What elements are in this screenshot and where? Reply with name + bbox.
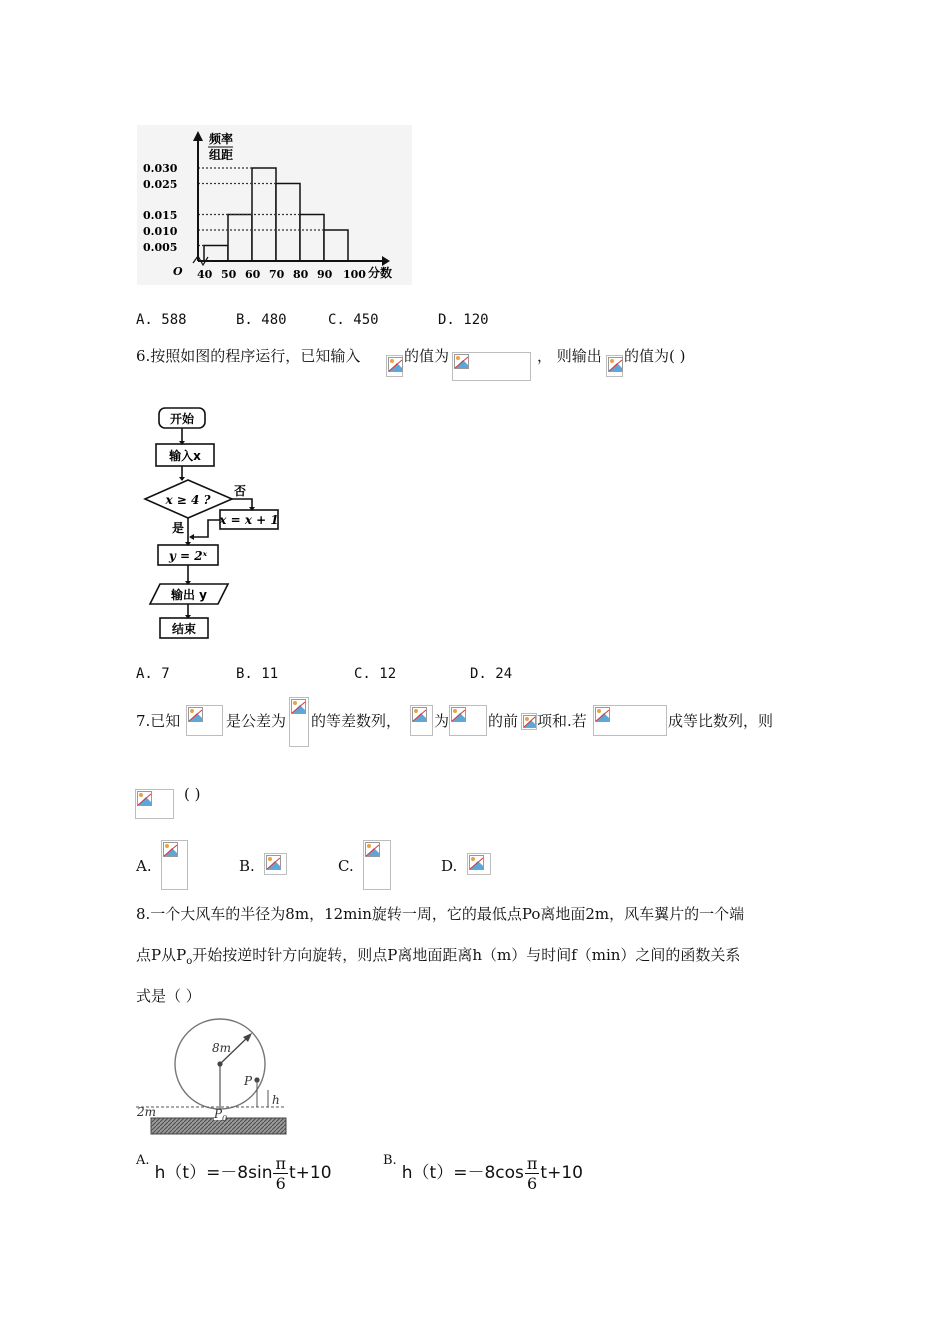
q6-option-c[interactable]: C. 12	[354, 666, 397, 682]
q6-text-1: 6.按照如图的程序运行，已知输入	[136, 347, 361, 365]
start-label: 开始	[169, 412, 195, 426]
histogram-bar	[300, 215, 324, 262]
q8-line-2-sub: o	[186, 956, 193, 967]
q7-text-7: 成等比数列，则	[668, 712, 774, 730]
q8-line-2a: 点P从P	[136, 946, 187, 964]
xtick-label: 60	[245, 268, 261, 281]
missing-image-icon	[161, 840, 188, 890]
q8-option-b-fraction	[525, 1154, 540, 1193]
condition-label: x ≥ 4 ?	[165, 493, 211, 507]
xtick-label: 40	[197, 268, 213, 281]
q8-option-a-expr: h（t）=－8sin	[154, 1163, 273, 1183]
q8-option-b-label: B.	[383, 1153, 397, 1168]
radius-label: 8m	[212, 1041, 232, 1055]
q8-option-b[interactable]	[383, 1154, 583, 1200]
q6-option-b[interactable]: B. 11	[236, 666, 279, 682]
missing-image-icon	[386, 355, 403, 377]
q8-option-b-tail: t+10	[540, 1163, 583, 1183]
missing-image-icon	[289, 697, 309, 747]
q7-option-d[interactable]: D.	[441, 857, 458, 875]
end-label: 结束	[171, 622, 197, 636]
q8-option-b-expr: h（t）=－8cos	[401, 1163, 524, 1183]
yes-label: 是	[171, 521, 185, 535]
xtick-label: 50	[221, 268, 237, 281]
q6-option-d[interactable]: D. 24	[470, 666, 513, 682]
ytick-label: 0.030	[143, 162, 178, 175]
q7-option-c[interactable]: C.	[338, 857, 354, 875]
origin-label: O	[173, 265, 183, 278]
q6-option-a[interactable]: A. 7	[136, 666, 170, 682]
flowchart-svg	[140, 402, 300, 642]
histogram-bar	[324, 230, 348, 261]
missing-image-icon	[606, 355, 623, 377]
point-p0-sub: 0	[222, 1114, 228, 1123]
q5-option-b[interactable]: B. 480	[236, 312, 287, 328]
q8-line-1: 8.一个大风车的半径为8m，12min旋转一周，它的最低点Po离地面2m，风车翼片的一个端	[136, 905, 745, 923]
q5-option-a[interactable]: A. 588	[136, 312, 187, 328]
q8-line-3: 式是（ ）	[136, 987, 201, 1005]
q8-option-a-tail: t+10	[289, 1163, 332, 1183]
q7-text-6: 项和.若	[537, 712, 587, 730]
h-label: h	[272, 1093, 280, 1107]
histogram-bar	[228, 215, 252, 262]
q7-text-1: 7.已知	[136, 712, 181, 730]
missing-image-icon	[452, 352, 531, 381]
missing-image-icon	[467, 853, 491, 875]
missing-image-icon	[363, 840, 391, 890]
x-axis-arrow	[382, 256, 390, 266]
missing-image-icon	[410, 705, 433, 736]
q5-option-d[interactable]: D. 120	[438, 312, 489, 328]
windmill-figure	[136, 1018, 292, 1138]
assign-label: x = x + 1	[219, 513, 279, 527]
ytick-label: 0.010	[143, 225, 178, 238]
histogram-bar	[276, 184, 300, 262]
q7-paren: ( )	[184, 785, 201, 803]
q8-option-b-den: 6	[527, 1174, 538, 1193]
q7-text-4: 为	[434, 712, 450, 730]
xtick-label: 90	[317, 268, 333, 281]
q7-text-2: 是公差为	[226, 712, 287, 730]
y-axis-arrow	[193, 131, 203, 141]
windmill-svg	[136, 1018, 292, 1138]
histogram-svg	[137, 125, 412, 285]
ytick-label: 0.025	[143, 178, 178, 191]
q8-option-a-label: A.	[136, 1153, 150, 1168]
ylabel-bottom: 组距	[209, 148, 234, 162]
missing-image-icon	[186, 705, 223, 736]
q7-option-a[interactable]: A.	[136, 857, 152, 875]
q7-text-5: 的前	[488, 712, 519, 730]
frequency-histogram	[137, 125, 412, 285]
q8-option-a-fraction	[273, 1154, 288, 1193]
ylabel-top: 频率	[209, 132, 234, 146]
xtick-label: 70	[269, 268, 285, 281]
missing-image-icon	[593, 705, 667, 736]
q6-text-4: 的值为( )	[624, 347, 686, 365]
q7-option-b[interactable]: B.	[239, 857, 255, 875]
q8-option-a-den: 6	[275, 1174, 286, 1193]
ytick-label: 0.015	[143, 209, 178, 222]
input-label: 输入x	[169, 449, 201, 463]
xtick-label: 80	[293, 268, 309, 281]
q6-text-2: 的值为	[404, 347, 450, 365]
compute-label: y = 2ˣ	[168, 549, 208, 563]
output-label: 输出 y	[170, 588, 208, 602]
point-p0-label: P	[214, 1107, 223, 1121]
missing-image-icon	[135, 789, 174, 819]
ytick-label: 0.005	[143, 241, 178, 254]
ground-height-label: 2m	[137, 1105, 157, 1119]
q5-option-c[interactable]: C. 450	[328, 312, 379, 328]
q8-option-a[interactable]	[136, 1154, 332, 1200]
missing-image-icon	[449, 705, 487, 736]
flowchart	[140, 402, 300, 642]
x-unit-label: 分数	[368, 266, 393, 280]
missing-image-icon	[521, 713, 537, 730]
q7-text-3: 的等差数列，	[311, 712, 402, 730]
point-p-label: P	[244, 1074, 253, 1088]
q8-option-a-num: π	[275, 1154, 286, 1173]
q6-text-3: ， 则输出	[537, 347, 602, 365]
q8-line-2	[136, 945, 740, 972]
xtick-label: 100	[343, 268, 366, 281]
no-label: 否	[233, 484, 247, 498]
q8-option-b-num: π	[526, 1154, 538, 1173]
missing-image-icon	[264, 853, 287, 875]
q8-line-2b: 开始按逆时针方向旋转，则点P离地面距离h（m）与时间f（min）之间的函数关系	[192, 946, 741, 964]
